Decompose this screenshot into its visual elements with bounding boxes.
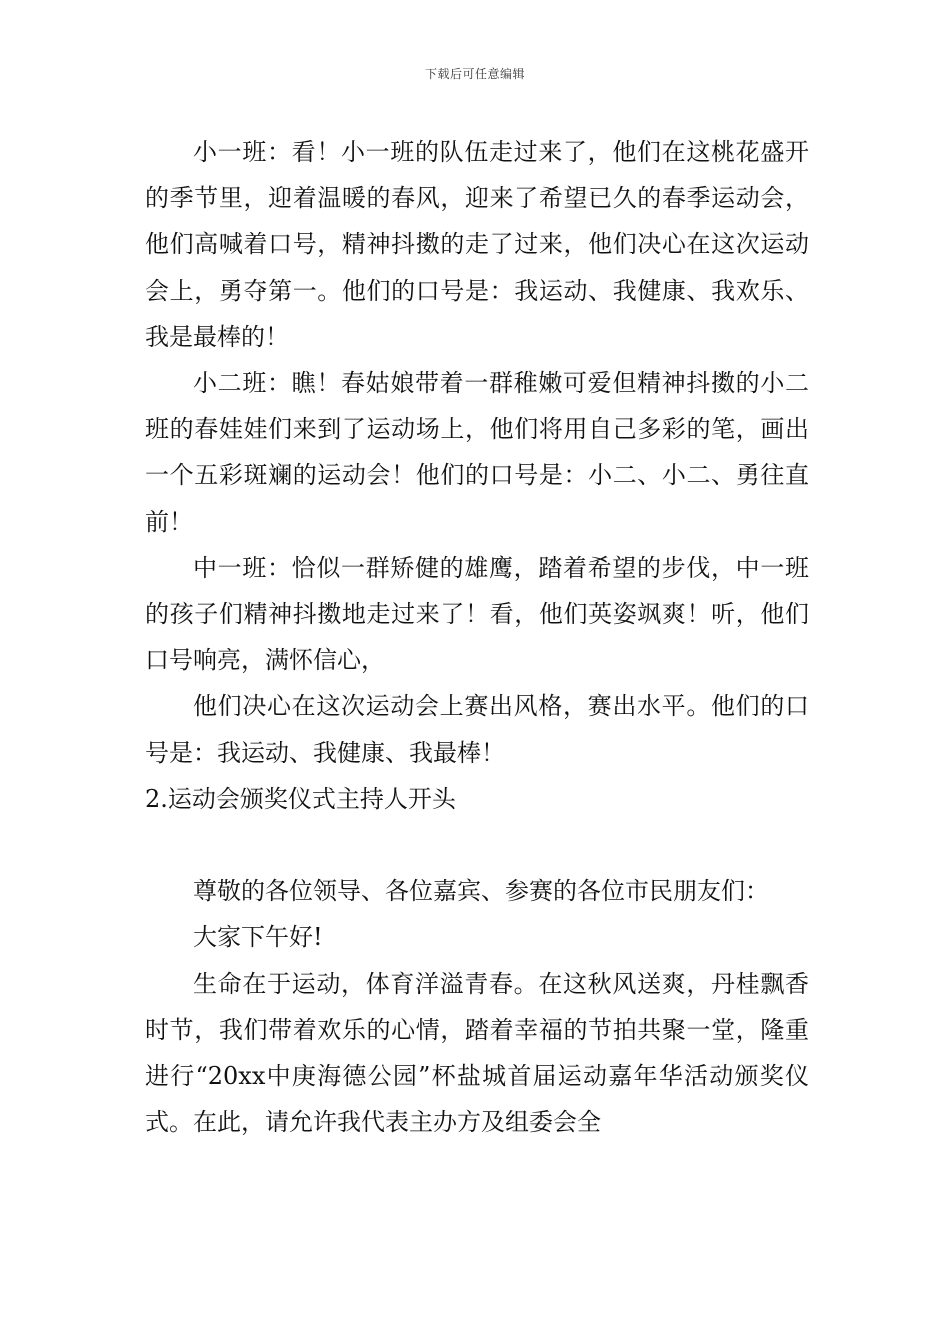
paragraph-class-xiaoer: 小二班：瞧！春姑娘带着一群稚嫩可爱但精神抖擞的小二班的春娃娃们来到了运动场上，他们将用自己多彩的笔，画出一个五彩斑斓的运动会！他们的口号是：小二、小二、勇往直前！ (145, 369, 809, 536)
blank-line (145, 822, 809, 868)
paragraph-class-zhongyi-continued: 他们决心在这次运动会上赛出风格，赛出水平。他们的口号是：我运动、我健康、我最棒！ (145, 692, 809, 767)
page-header: 下载后可任意编辑 (424, 67, 525, 81)
document-body (145, 129, 809, 1145)
paragraph-greeting: 大家下午好! (193, 923, 323, 952)
paragraph-greeting-address: 尊敬的各位领导、各位嘉宾、参赛的各位市民朋友们： (193, 877, 769, 906)
paragraph-class-zhongyi: 中一班：恰似一群矫健的雄鹰，踏着希望的步伐，中一班的孩子们精神抖擞地走过来了！看，他们英姿飒爽！听，他们口号响亮，满怀信心， (145, 553, 809, 675)
section-heading: 2.运动会颁奖仪式主持人开头 (145, 784, 456, 813)
paragraph-opening-speech: 生命在于运动，体育洋溢青春。在这秋风送爽，丹桂飘香时节，我们带着欢乐的心情，踏着幸福的节拍共聚一堂，隆重进行“20xx中庚海德公园”杯盐城首届运动嘉年华活动颁奖仪式。在此，请允许我代表主办方及组委会全 (145, 969, 809, 1137)
paragraph-class-xiaoyi: 小一班：看！小一班的队伍走过来了，他们在这桃花盛开的季节里，迎着温暖的春风，迎来了希望已久的春季运动会，他们高喊着口号，精神抖擞的走了过来，他们决心在这次运动会上，勇夺第一。他们的口号是：我运动、我健康、我欢乐、我是最棒的！ (145, 138, 809, 351)
